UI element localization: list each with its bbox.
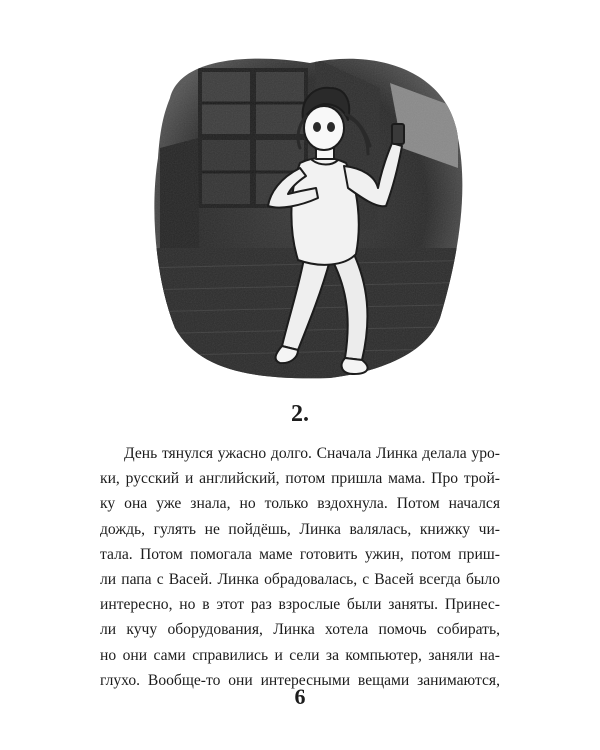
text-line: ли папа с Васей. Линка обрадовалась, с Васей всегда было xyxy=(100,571,500,589)
text-line: глухо. Вообще-то они интересными вещами занимаются, xyxy=(100,671,500,689)
chapter-number: 2. xyxy=(291,401,309,427)
text-line: но они сами справились и сели за компьютер, заняли на- xyxy=(100,646,500,664)
text-line: ку она уже знала, но только вздохнула. Потом начался xyxy=(100,495,500,513)
text-line: День тянулся ужасно долго. Сначала Линка делала уро- xyxy=(124,445,500,462)
phone-icon xyxy=(392,124,404,144)
text-line: тала. Потом помогала маме готовить ужин, потом приш- xyxy=(100,545,500,563)
chapter-illustration xyxy=(140,28,480,398)
text-line: ли кучу оборудования, Линка хотела помочь собирать, xyxy=(100,621,500,639)
chapter-text xyxy=(100,441,500,693)
text-line: интересно, но в этот раз взрослые были заняты. Принес- xyxy=(100,596,500,614)
page-number: 6 xyxy=(294,684,306,709)
text-line: дождь, гулять не пойдёшь, Линка валялась, книжку чи- xyxy=(100,520,500,538)
text-line: ки, русский и английский, потом пришла мама. Про трой- xyxy=(100,470,500,488)
